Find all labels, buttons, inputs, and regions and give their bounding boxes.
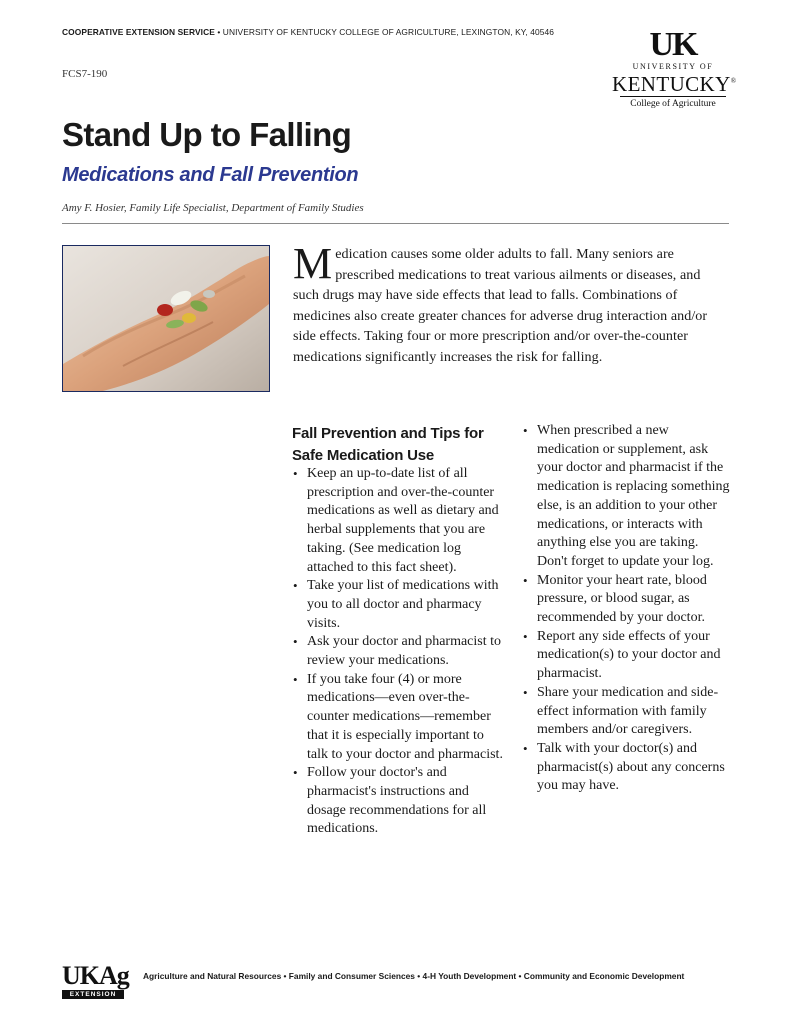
page-title: Stand Up to Falling [62,116,352,153]
list-item: • Follow your doctor's and pharmacist's instructions and dosage recommendations for all medications. [292,764,506,839]
hand-with-pills-photo [62,245,270,392]
ukag-logo-bar: EXTENSION [62,990,124,999]
intro-paragraph [293,239,730,368]
list-item: • Ask your doctor and pharmacist to review your medications. [292,633,506,670]
uk-college-logo [612,26,737,109]
uk-logo-registered: ® [730,77,737,85]
list-item: • Keep an up-to-date list of all prescription and over-the-counter medications as well as dietary and herbal supplements that you are taking. (See medication log attached to this fact sheet). [292,465,506,577]
list-item: • Share your medication and side-effect information with family members and/or caregivers. [522,684,732,740]
uk-logo-mark: UK [649,26,697,63]
list-item: • Report any side effects of your medication(s) to your doctor and pharmacist. [522,628,732,684]
list-item: • Take your list of medications with you to all doctor and pharmacy visits. [292,577,506,633]
tips-right-column [522,422,732,796]
ukag-extension-logo [62,963,130,999]
tips-heading: Fall Prevention and Tips for Safe Medication Use [292,425,484,464]
uk-logo-college: College of Agriculture [630,99,716,109]
ukag-logo-text: UKAg [62,961,129,990]
tips-right-list [522,422,732,796]
list-item: • Talk with your doctor(s) and pharmacist(s) about any concerns you may have. [522,740,732,796]
uk-logo-rule [620,96,726,97]
hand-with-pills-illustration [63,246,269,391]
list-item: • Monitor your heart rate, blood pressure, or blood sugar, as recommended by your doctor. [522,572,732,628]
title-divider [62,223,729,224]
list-item: • When prescribed a new medication or supplement, ask your doctor and pharmacist if the medication is replacing something else, is an addition to your other medications, or interacts with anything else you are taking. Don't forget to update your log. [522,422,732,572]
publication-code: FCS7-190 [62,68,108,80]
header-org-rest: • UNIVERSITY OF KENTUCKY COLLEGE OF AGRICULTURE, LEXINGTON, KY, 40546 [214,27,555,37]
intro-text: edication causes some older adults to fall. Many seniors are prescribed medications to treat various ailments or diseases, and such drugs may have side effects that lead to falls. Combinations of medicines also create greater chances for adverse drug interaction and/or side effects. Taking four or more prescription and/or over-the-counter medications significantly increases the risk for falling. [293,246,708,365]
author-line: Amy F. Hosier, Family Life Specialist, Department of Family Studies [62,202,364,214]
intro-dropcap: M [293,239,333,288]
list-item: • If you take four (4) or more medications—even over-the-counter medications—remember that it is especially important to talk to your doctor and pharmacist. [292,671,506,765]
tips-left-column [292,465,506,839]
tips-left-list [292,465,506,839]
header-org-bold: COOPERATIVE EXTENSION SERVICE [62,27,215,37]
header-organization-line [62,27,554,37]
uk-logo-university: UNIVERSITY OF [632,62,714,71]
uk-logo-kentucky [612,71,737,96]
page-subtitle: Medications and Fall Prevention [62,164,359,186]
footer-programs: Agriculture and Natural Resources • Family and Consumer Sciences • 4-H Youth Development • Community and Economic Development [143,971,685,981]
uk-logo-kentucky-text: KENTUCKY [612,72,731,96]
